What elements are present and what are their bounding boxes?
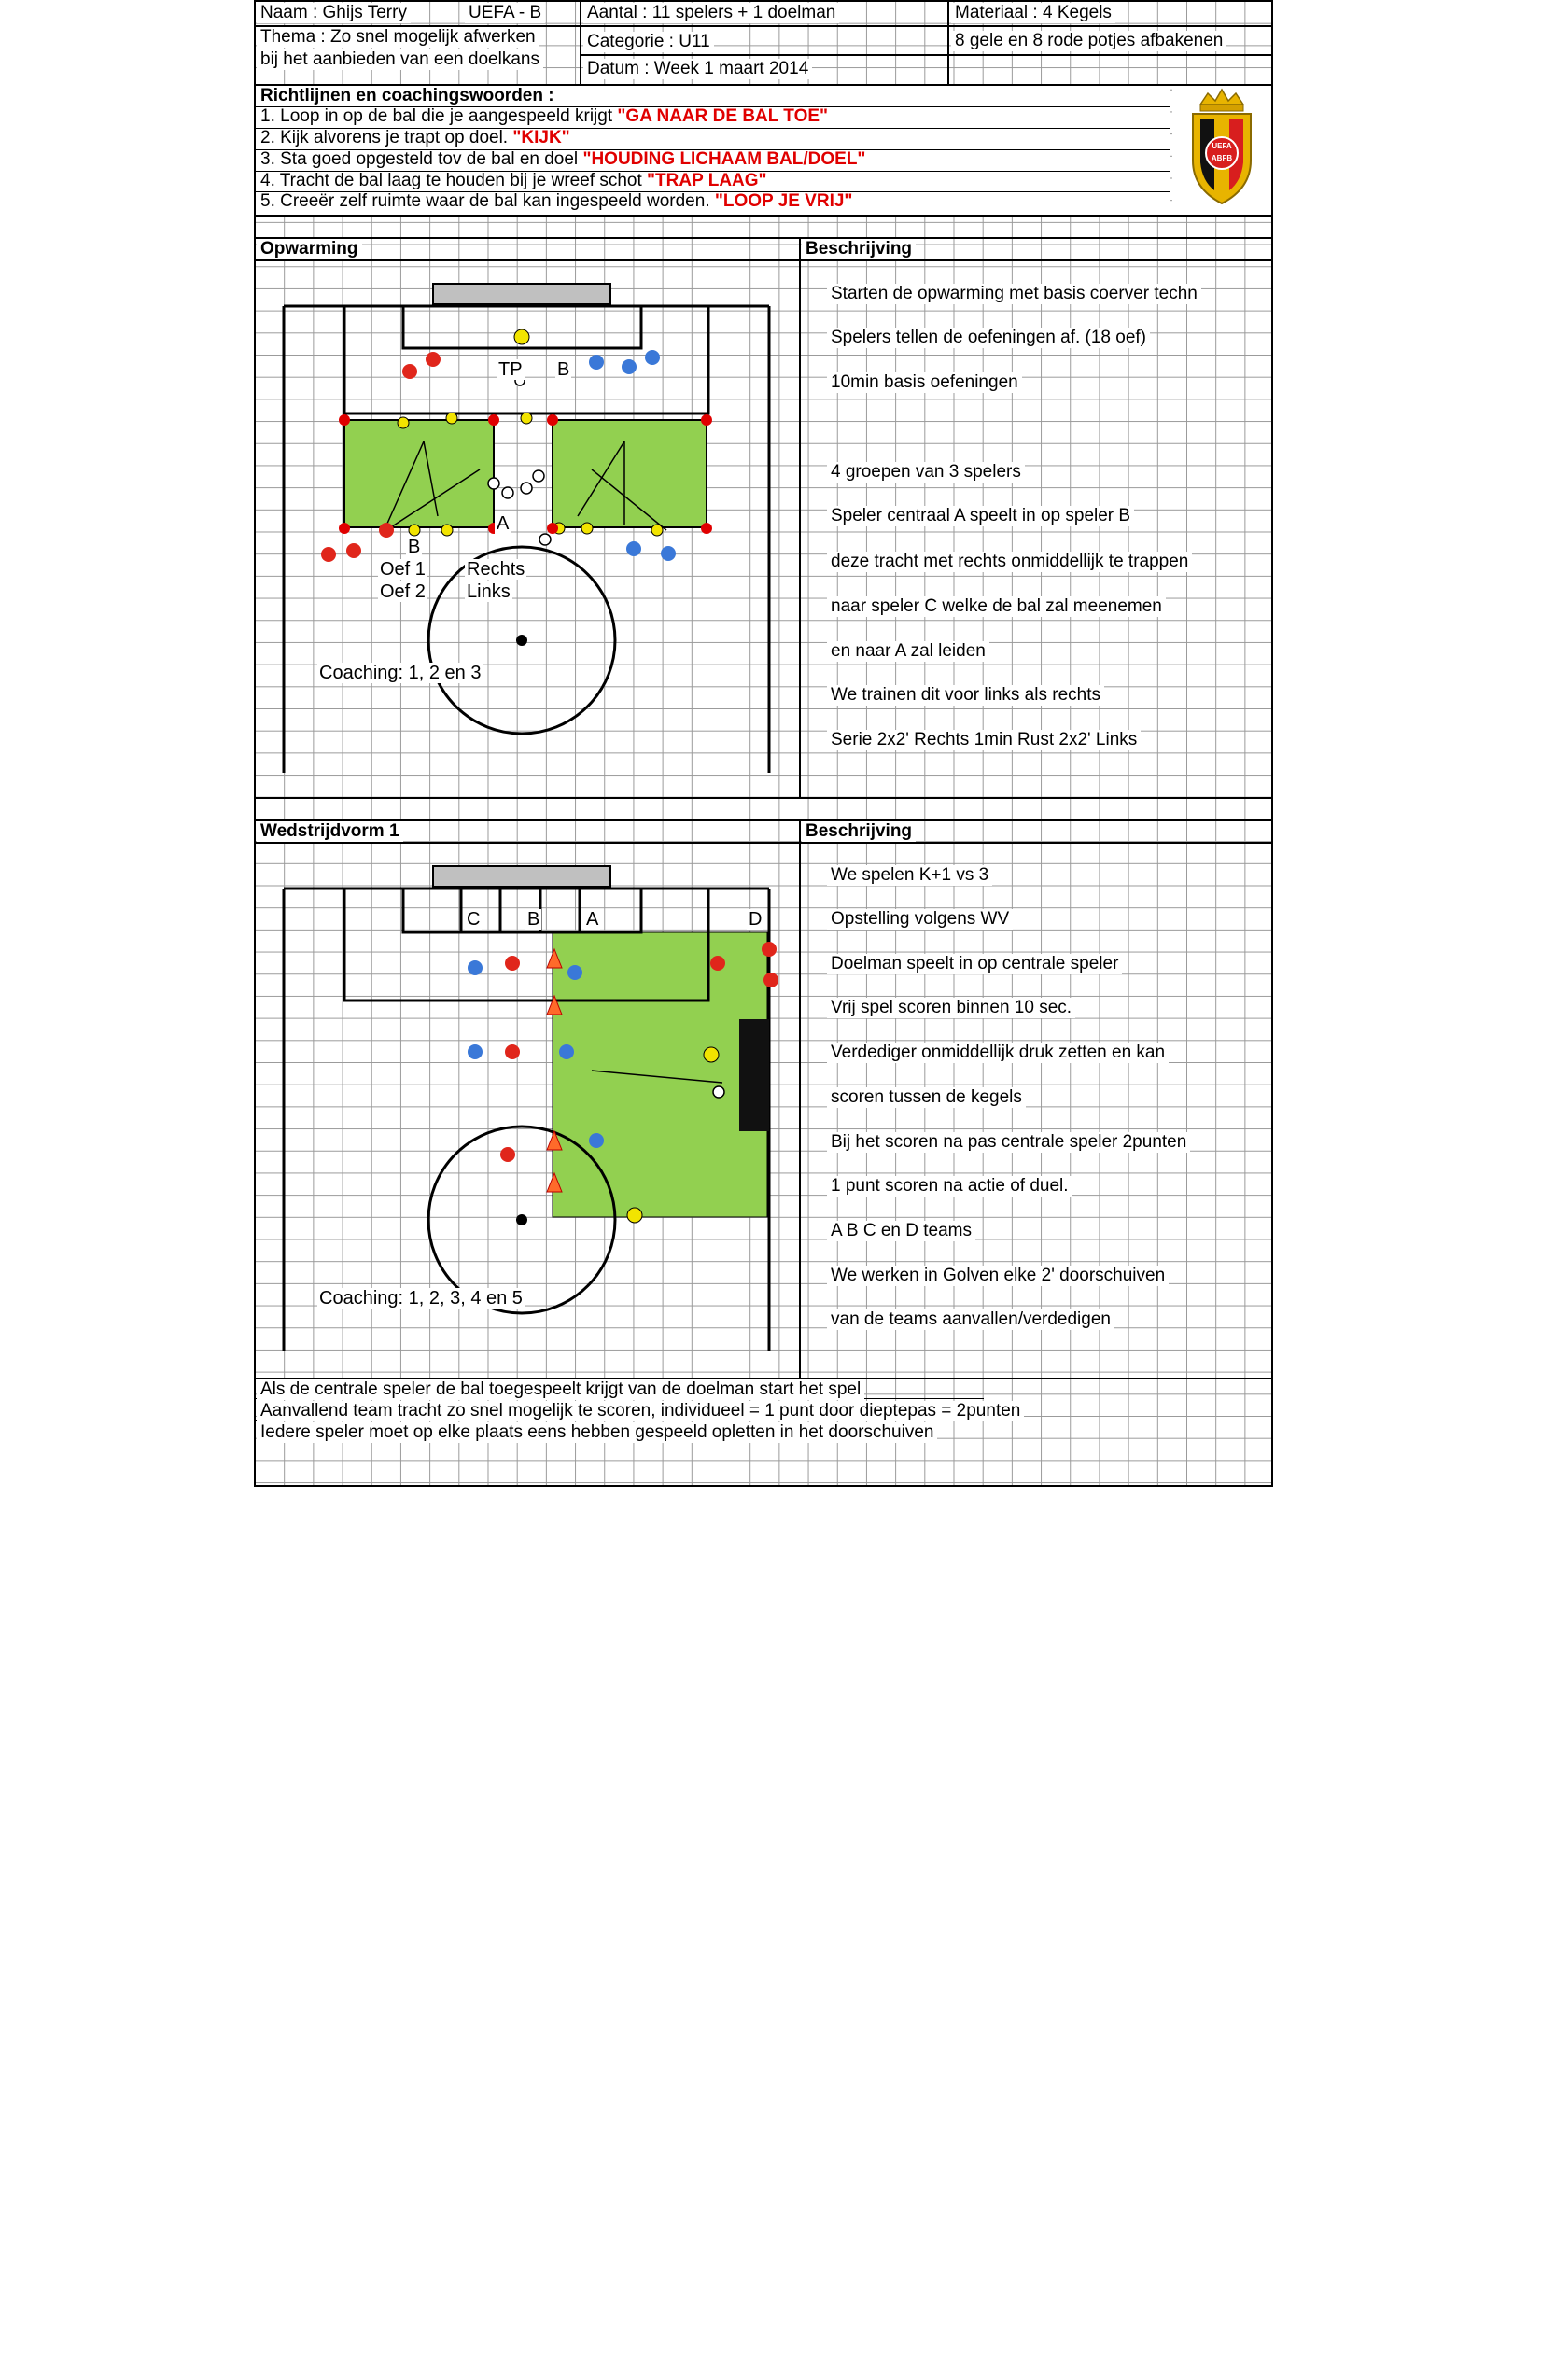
section-line — [256, 237, 1271, 239]
opwarming-desc-line: Starten de opwarming met basis coerver techn — [827, 284, 1201, 304]
note-line: Iedere speler moet op elke plaats eens hebben gespeeld opletten in het doorschuiven — [257, 1422, 937, 1443]
wedstrijd-desc-line: Doelman speelt in op centrale speler — [827, 954, 1122, 974]
wedstrijd-desc-line: We werken in Golven elke 2' doorschuiven — [827, 1266, 1169, 1286]
label-tp: TP — [498, 359, 523, 380]
richtlijn-2 — [257, 128, 574, 148]
note-line: Als de centrale speler de bal toegespeelt krijgt van de doelman start het spel — [257, 1379, 864, 1400]
mini-goal — [739, 1019, 769, 1131]
row-rule — [256, 128, 1170, 129]
wedstrijd-desc-line: A B C en D teams — [827, 1221, 975, 1241]
green-zone-left — [344, 420, 494, 527]
richtlijn-text: 3. Sta goed opgesteld tov de bal en doel — [260, 149, 583, 169]
label-oef1: Oef 1 — [380, 559, 426, 580]
logo-area — [1172, 86, 1271, 215]
label-c: C — [467, 909, 481, 930]
aantal-field: Aantal : 11 spelers + 1 doelman — [583, 3, 839, 23]
wedstrijd-desc-line: scoren tussen de kegels — [827, 1087, 1026, 1108]
opwarming-desc-line: Speler centraal A speelt in op speler B — [827, 506, 1134, 526]
logo-text-bottom: ABFB — [1211, 154, 1233, 162]
training-sheet — [254, 0, 1273, 1487]
thema-field-line2: bij het aanbieden van een doelkans — [257, 49, 543, 70]
richtlijn-4 — [257, 171, 771, 191]
richtlijn-keyword: "GA NAAR DE BAL TOE" — [617, 106, 829, 126]
wedstrijd-desc-line: Opstelling volgens WV — [827, 909, 1013, 930]
wedstrijd-title: Wedstrijdvorm 1 — [257, 821, 403, 842]
center-spot — [516, 635, 527, 646]
opwarming-desc-line: We trainen dit voor links als rechts — [827, 685, 1104, 706]
header-rule — [580, 54, 947, 56]
goalkeeper — [704, 1047, 719, 1062]
row-rule — [256, 191, 1170, 192]
belgian-fa-crest-logo — [1172, 86, 1271, 215]
wedstrijd-desc-title: Beschrijving — [802, 821, 916, 842]
row-rule — [256, 149, 1170, 150]
richtlijn-keyword: "LOOP JE VRIJ" — [714, 191, 853, 211]
label-b: B — [408, 537, 421, 557]
richtlijn-text: 4. Tracht de bal laag te houden bij je wreef schot — [260, 171, 648, 190]
label-a: A — [497, 513, 510, 534]
richtlijn-keyword: "TRAP LAAG" — [647, 171, 767, 190]
wedstrijd-desc-line: Bij het scoren na pas centrale speler 2punten — [827, 1132, 1190, 1153]
potjes-field: 8 gele en 8 rode potjes afbakenen — [951, 31, 1226, 51]
categorie-field: Categorie : U11 — [583, 32, 714, 52]
wedstrijd-desc-line: van de teams aanvallen/verdedigen — [827, 1309, 1114, 1330]
label-b-top: B — [557, 359, 570, 380]
header-rule — [947, 25, 1273, 27]
wedstrijd-desc-line: 1 punt scoren na actie of duel. — [827, 1176, 1072, 1197]
opwarming-desc-line: naar speler C welke de bal zal meenemen — [827, 596, 1166, 617]
materiaal-field: Materiaal : 4 Kegels — [951, 3, 1115, 23]
row-rule — [256, 171, 1170, 172]
coaching-wedstrijd: Coaching: 1, 2, 3, 4 en 5 — [319, 1288, 523, 1309]
richtlijn-5 — [257, 191, 856, 212]
opwarming-desc-line: 4 groepen van 3 spelers — [827, 462, 1025, 483]
section-line — [256, 819, 1271, 821]
opwarming-desc-line: 10min basis oefeningen — [827, 372, 1022, 393]
trainer — [627, 1208, 642, 1223]
opwarming-desc-title: Beschrijving — [802, 239, 916, 259]
richtlijn-keyword: "KIJK" — [512, 128, 570, 147]
green-zone — [553, 932, 767, 1217]
label-links: Links — [467, 581, 511, 602]
note-line: Aanvallend team tracht zo snel mogelijk te scoren, individueel = 1 punt door dieptepas = 2punten — [257, 1401, 1024, 1421]
header-divider-1 — [580, 2, 581, 84]
green-zone-right — [553, 420, 707, 527]
opwarming-desc-line: Serie 2x2' Rechts 1min Rust 2x2' Links — [827, 730, 1141, 750]
header-rule — [580, 25, 947, 27]
label-d-team: D — [749, 909, 763, 930]
richtlijnen-block — [256, 86, 1170, 215]
logo-text-top: UEFA — [1212, 142, 1232, 150]
ball — [713, 1086, 724, 1098]
header-rule — [947, 54, 1273, 56]
column-divider-2 — [799, 819, 801, 1378]
column-divider-1 — [799, 237, 801, 797]
thema-field-line1: Thema : Zo snel mogelijk afwerken — [257, 27, 539, 48]
richtlijn-3 — [257, 149, 869, 170]
header-divider-2 — [947, 2, 949, 84]
opwarming-desc-line: Spelers tellen de oefeningen af. (18 oef) — [827, 328, 1150, 348]
section-line — [256, 215, 1271, 217]
row-rule — [256, 106, 1170, 107]
opwarming-desc-line: en naar A zal leiden — [827, 641, 989, 662]
opwarming-desc-line: deze tracht met rechts onmiddellijk te trappen — [827, 552, 1192, 572]
richtlijn-text: 1. Loop in op de bal die je aangespeeld krijgt — [260, 106, 618, 126]
label-a-team: A — [586, 909, 599, 930]
uefa-field: UEFA - B — [465, 3, 545, 23]
richtlijn-text: 5. Creeër zelf ruimte waar de bal kan ingespeeld worden. — [260, 191, 715, 211]
richtlijn-text: 2. Kijk alvorens je trapt op doel. — [260, 128, 513, 147]
richtlijn-1 — [257, 106, 832, 127]
label-oef2: Oef 2 — [380, 581, 426, 602]
wedstrijd-desc-line: We spelen K+1 vs 3 — [827, 865, 992, 886]
label-b-team: B — [527, 909, 540, 930]
goal — [433, 284, 610, 304]
label-rechts: Rechts — [467, 559, 525, 580]
naam-field: Naam : Ghijs Terry — [257, 3, 411, 23]
section-line — [256, 797, 1271, 799]
wedstrijd-desc-line: Vrij spel scoren binnen 10 sec. — [827, 998, 1075, 1018]
richtlijnen-title: Richtlijnen en coachingswoorden : — [257, 86, 558, 106]
trainer-player — [514, 329, 529, 344]
datum-field: Datum : Week 1 maart 2014 — [583, 59, 812, 79]
opwarming-diagram — [256, 259, 799, 797]
opwarming-title: Opwarming — [257, 239, 362, 259]
goal — [433, 866, 610, 887]
wedstrijd-desc-line: Verdediger onmiddellijk druk zetten en kan — [827, 1043, 1169, 1063]
pitch-lines — [284, 306, 769, 773]
center-spot — [516, 1214, 527, 1225]
coaching-opwarming: Coaching: 1, 2 en 3 — [319, 663, 482, 683]
richtlijn-keyword: "HOUDING LICHAAM BAL/DOEL" — [582, 149, 866, 169]
